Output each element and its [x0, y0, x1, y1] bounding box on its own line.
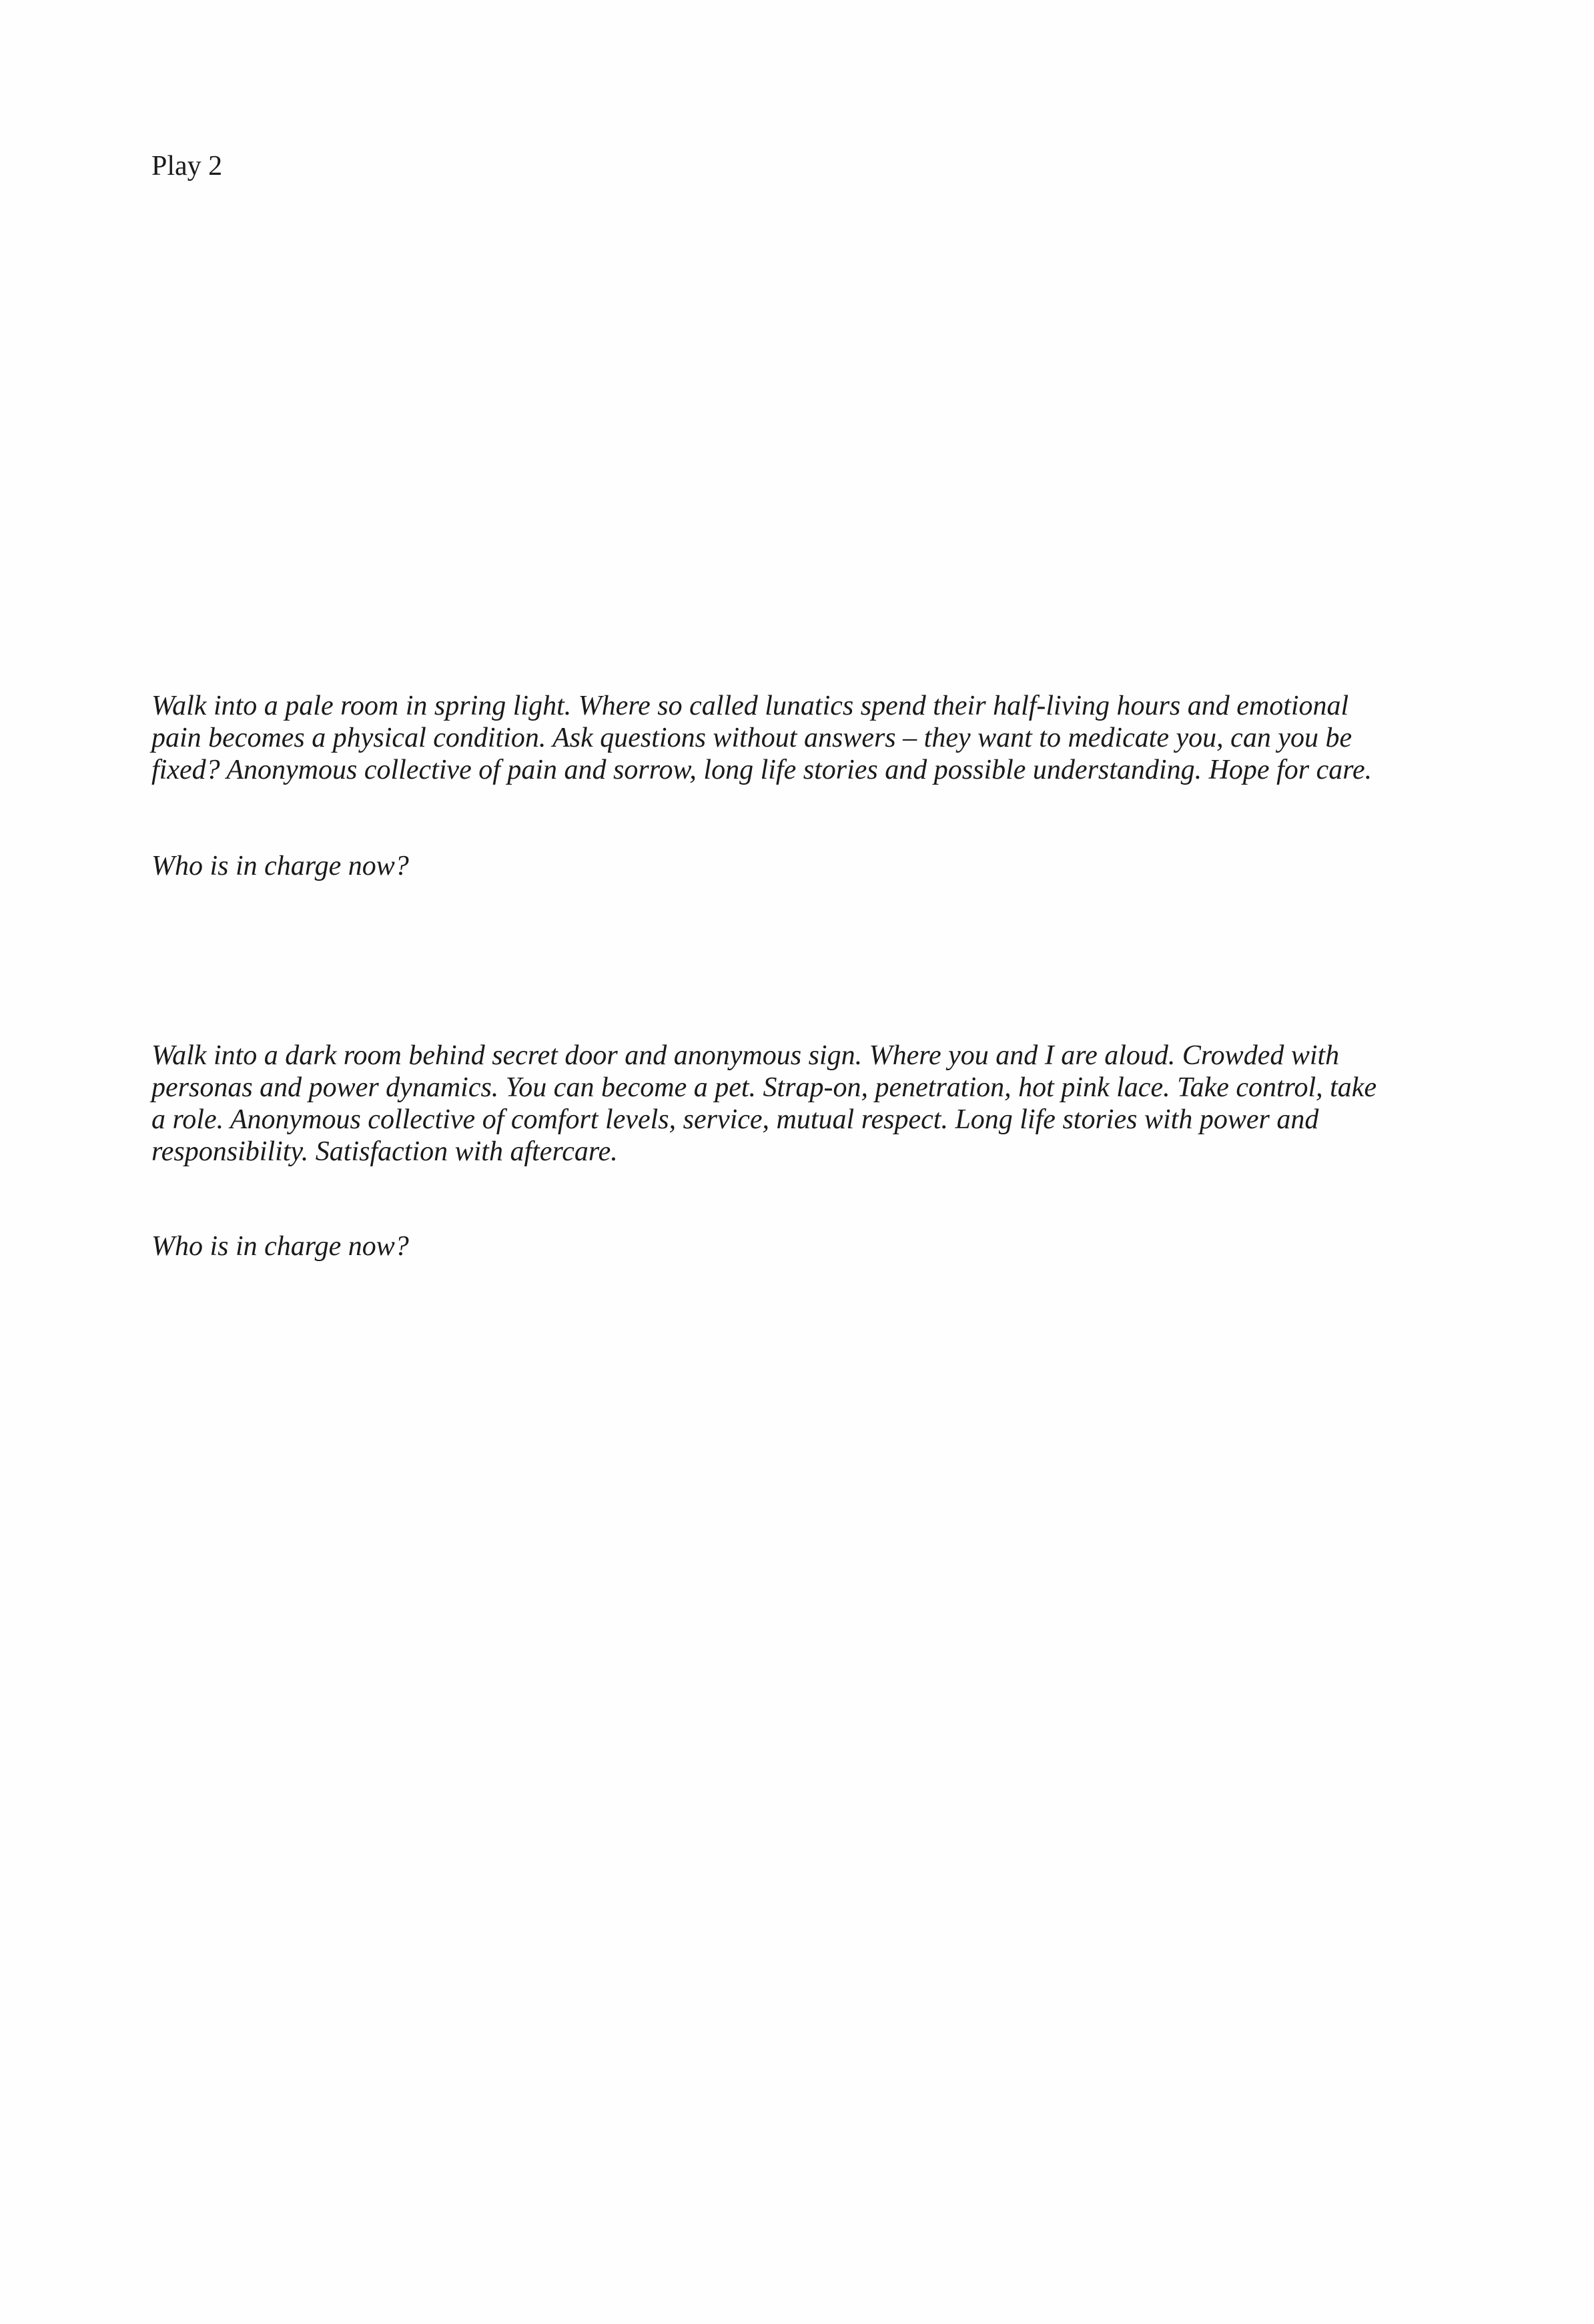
paragraph-dark-room [151, 1040, 1376, 1168]
paragraph-line: Walk into a pale room in spring light. Where so called lunatics spend their half-living hours and emotional [151, 691, 1349, 721]
paragraph-line: Walk into a dark room behind secret door and anonymous sign. Where you and I are aloud. Crowded with [151, 1040, 1340, 1071]
page-heading: Play 2 [151, 151, 223, 181]
paragraph-line: pain becomes a physical condition. Ask questions without answers – they want to medicate you, can you be [151, 723, 1352, 753]
paragraph-line: fixed? Anonymous collective of pain and sorrow, long life stories and possible understanding. Hope for care. [151, 755, 1372, 785]
question-2: Who is in charge now? [151, 1231, 409, 1262]
paragraph-line: a role. Anonymous collective of comfort levels, service, mutual respect. Long life stories with power and [151, 1104, 1319, 1135]
paragraph-line: responsibility. Satisfaction with aftercare. [151, 1136, 618, 1167]
paragraph-pale-room [151, 690, 1372, 786]
paragraph-line: personas and power dynamics. You can become a pet. Strap-on, penetration, hot pink lace. Take control, take [151, 1072, 1377, 1103]
question-1: Who is in charge now? [151, 851, 409, 881]
